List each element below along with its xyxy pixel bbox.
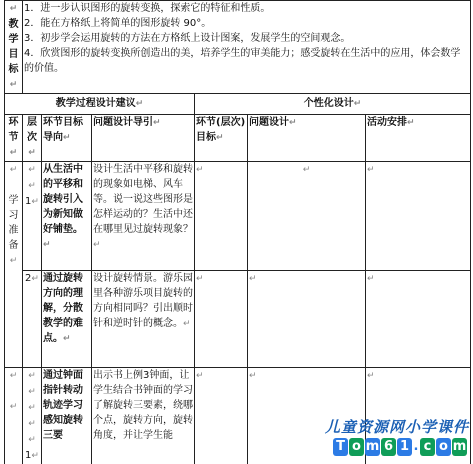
goal-item: 3．初步学会运用旋转的方法在方格纸上设计图案，发展学生的空间观念。 <box>24 33 351 44</box>
lesson-plan-table <box>4 0 471 464</box>
watermark-letter: o <box>349 438 364 456</box>
col-header-guide: 问题设计导引↵ <box>92 115 195 162</box>
table-row <box>5 271 471 368</box>
activity-cell: ↵ <box>366 271 471 368</box>
section-goal-cell: ↵ <box>195 271 248 368</box>
level-cell: ↵ ↵ 1↵ <box>23 162 42 271</box>
col-header-level: 层次↵ <box>23 115 42 162</box>
site-watermark <box>321 416 471 464</box>
goal-item: 2．能在方格纸上将简单的图形旋转 90°。 <box>24 18 212 29</box>
watermark-letter: . <box>413 439 419 454</box>
watermark-letter: o <box>436 438 451 456</box>
activity-cell: ↵ <box>366 162 471 271</box>
watermark-letter: m <box>452 439 467 454</box>
goal-cell: 从生活中的平移和旋转引入为新知做好铺垫。↵ <box>42 162 92 271</box>
goal-item: 1．进一步认识图形的旋转变换，探索它的特征和性质。 <box>24 3 271 14</box>
goal-cell: 通过旋转方向的理解，分散教学的难点。↵ <box>42 271 92 368</box>
goal-item: 4．欣赏图形的旋转变换所创造出的美，培养学生的审美能力；感受旋转在生活中的应用，体会数学的价值。 <box>24 48 461 74</box>
table-row <box>5 162 471 271</box>
watermark-letter: 6 <box>381 438 396 456</box>
watermark-letter: 1 <box>397 438 412 456</box>
guide-cell: 设计生活中平移和旋转的现象如电梯、风车等。说一说这些图形是怎样运动的？生活中还在哪里见过旋转现象？↵ <box>92 162 195 271</box>
teaching-process-header: 教学过程设计建议↵ <box>5 94 195 115</box>
col-header-activity: 活动安排↵ <box>366 115 471 162</box>
col-header-goal: 环节目标导向↵ <box>42 115 92 162</box>
activity-cell: ↵ <box>366 368 471 464</box>
level-cell: 2↵ <box>23 271 42 368</box>
section-cell: ↵ 学习准备 ↵ <box>5 162 23 368</box>
watermark-letter: c <box>420 438 435 456</box>
goals-content <box>23 1 471 94</box>
goal-cell: 通过钟面指针转动轨迹学习感知旋转三要 <box>42 368 92 464</box>
col-header-question-design: 问题设计↵ <box>248 115 366 162</box>
guide-cell: 出示书上例3钟面，让学生结合书钟面的学习了解旋转三要素，绕哪个点，旋转方向，旋转角度，并让学生能 <box>92 368 195 464</box>
watermark-letter: T <box>333 438 348 456</box>
guide-cell: 设计旋转情景。游乐园里各种游乐项目旋转的方向相同吗？引出顺时针和逆时针的概念。↵ <box>92 271 195 368</box>
question-design-cell: ↵ <box>248 368 366 464</box>
section-cell: ↵ ↵ <box>5 368 23 464</box>
column-header-row <box>5 115 471 162</box>
personalized-design-header: 个性化设计↵ <box>195 94 471 115</box>
question-design-cell: ↵ <box>248 162 366 271</box>
question-design-cell: ↵ <box>248 271 366 368</box>
watermark-title: 儿童资源网小学课件 <box>324 418 469 436</box>
goals-row <box>5 1 471 94</box>
section-header-row <box>5 94 471 115</box>
watermark-letter: m <box>365 439 380 454</box>
col-header-section-goal: 环节(层次)目标↵ <box>195 115 248 162</box>
section-goal-cell: ↵ <box>195 162 248 271</box>
section-goal-cell: ↵ <box>195 368 248 464</box>
watermark-logo <box>333 438 467 456</box>
level-cell: ↵ ↵ ↵ ↵ ↵ 1↵ <box>23 368 42 464</box>
col-header-section: 环节↵ <box>5 115 23 162</box>
goals-label: ↵ 教 学 目 标↵ <box>5 1 23 94</box>
